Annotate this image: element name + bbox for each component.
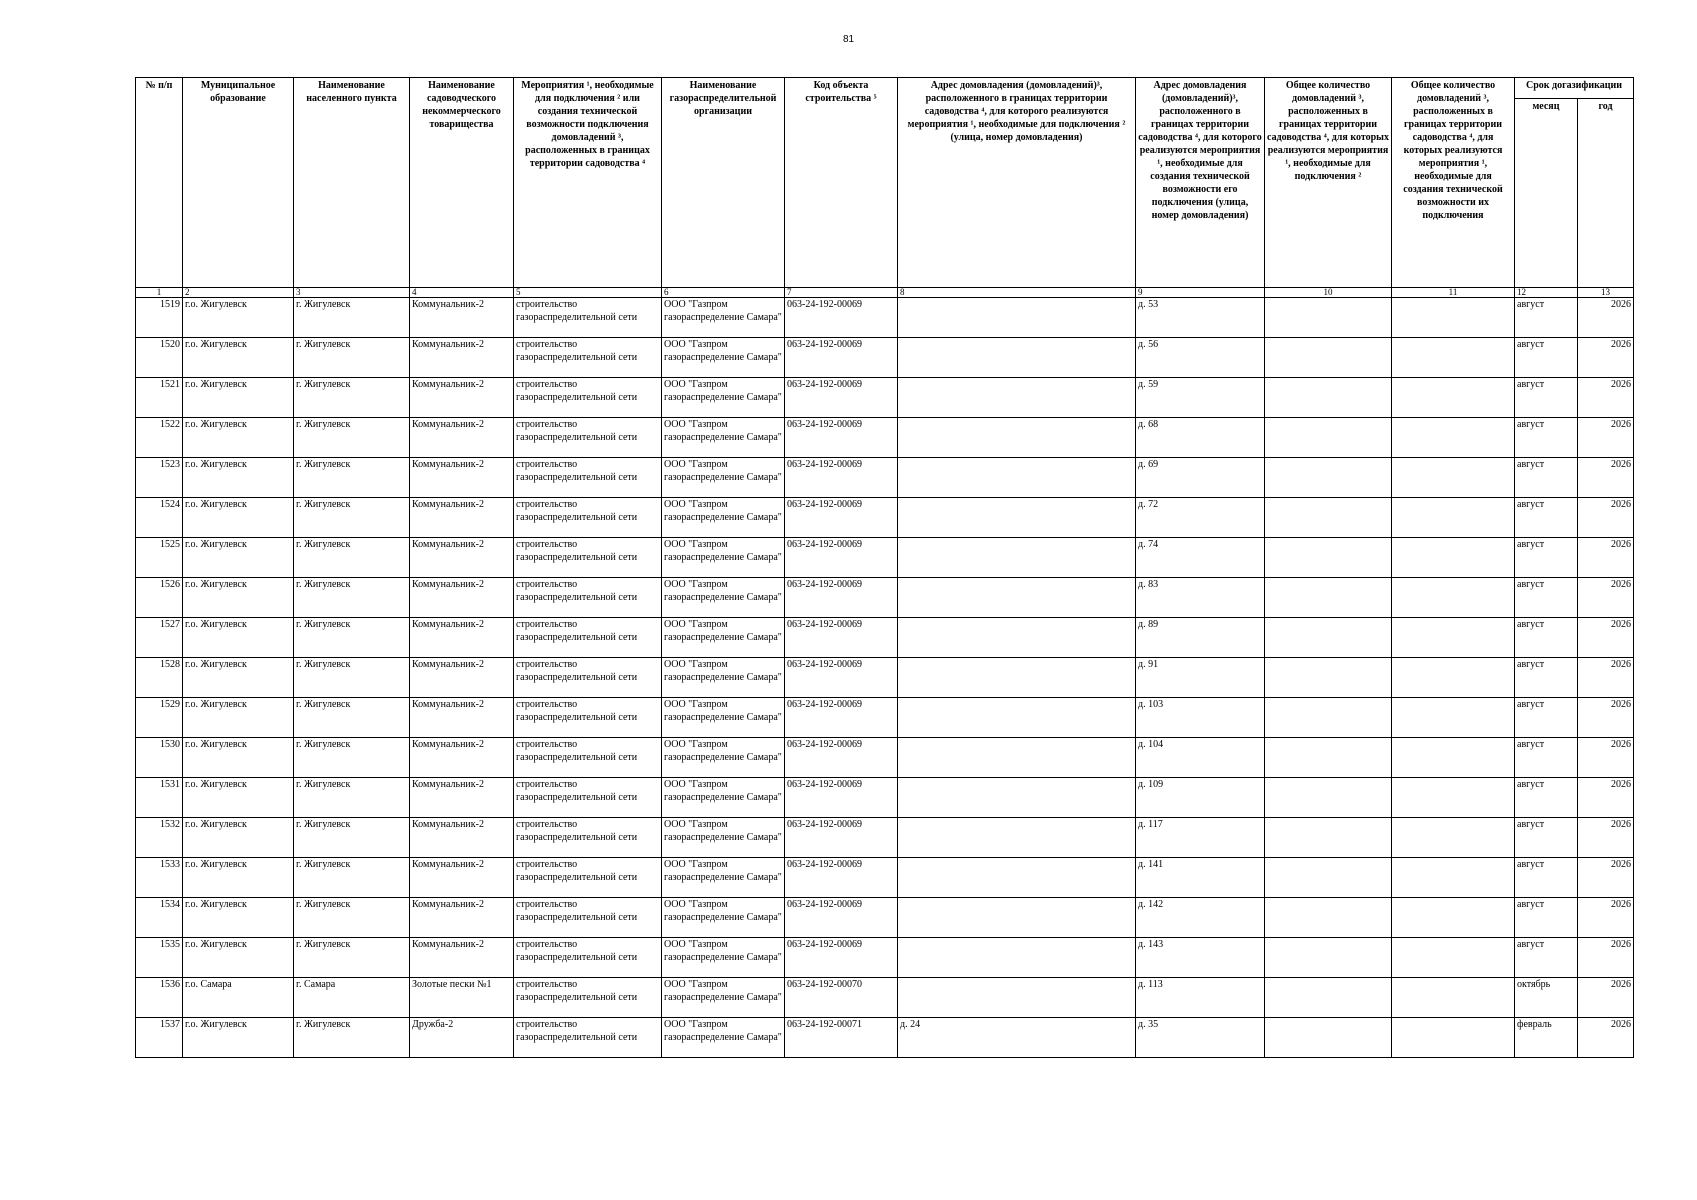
settlement-cell: г. Жигулевск [294,858,410,898]
table-row [136,378,1634,418]
header-cell: Код объекта строительства ⁵ [785,78,898,288]
object-code-cell: 063-24-192-00069 [785,818,898,858]
object-code-cell: 063-24-192-00070 [785,978,898,1018]
address-capability-cell: д. 103 [1136,698,1265,738]
address-connection-cell [898,938,1136,978]
address-capability-cell: д. 72 [1136,498,1265,538]
municipality-cell: г.о. Жигулевск [183,578,294,618]
object-code-cell: 063-24-192-00069 [785,378,898,418]
object-code-cell: 063-24-192-00069 [785,498,898,538]
municipality-cell: г.о. Жигулевск [183,378,294,418]
object-code-cell: 063-24-192-00069 [785,538,898,578]
address-capability-cell: д. 104 [1136,738,1265,778]
count-capability-cell [1392,618,1515,658]
municipality-cell: г.о. Жигулевск [183,1018,294,1058]
action-cell: строительство газораспределительной сети [514,378,662,418]
address-capability-cell: д. 89 [1136,618,1265,658]
action-cell: строительство газораспределительной сети [514,818,662,858]
count-capability-cell [1392,458,1515,498]
address-capability-cell: д. 35 [1136,1018,1265,1058]
object-code-cell: 063-24-192-00069 [785,898,898,938]
column-number: 1 [136,288,183,298]
address-connection-cell [898,618,1136,658]
object-code-cell: 063-24-192-00069 [785,458,898,498]
column-number: 13 [1578,288,1634,298]
municipality-cell: г.о. Жигулевск [183,738,294,778]
municipality-cell: г.о. Жигулевск [183,458,294,498]
column-number: 4 [410,288,514,298]
header-cell: Муниципальное образование [183,78,294,288]
count-connection-cell [1265,578,1392,618]
settlement-cell: г. Жигулевск [294,498,410,538]
year-cell: 2026 [1578,938,1634,978]
header-cell: Наименование газораспределительной организации [662,78,785,288]
municipality-cell: г.о. Жигулевск [183,858,294,898]
column-number: 10 [1265,288,1392,298]
object-code-cell: 063-24-192-00069 [785,738,898,778]
address-connection-cell [898,578,1136,618]
count-capability-cell [1392,818,1515,858]
address-capability-cell: д. 69 [1136,458,1265,498]
month-cell: август [1515,338,1578,378]
settlement-cell: г. Жигулевск [294,1018,410,1058]
action-cell: строительство газораспределительной сети [514,658,662,698]
year-cell: 2026 [1578,1018,1634,1058]
count-capability-cell [1392,978,1515,1018]
row-number: 1531 [136,778,183,818]
organization-cell: ООО "Газпром газораспределение Самара" [662,418,785,458]
month-cell: август [1515,458,1578,498]
year-cell: 2026 [1578,658,1634,698]
address-connection-cell [898,378,1136,418]
settlement-cell: г. Жигулевск [294,418,410,458]
month-cell: август [1515,738,1578,778]
settlement-cell: г. Жигулевск [294,658,410,698]
count-connection-cell [1265,978,1392,1018]
table-row [136,818,1634,858]
month-cell: август [1515,818,1578,858]
address-capability-cell: д. 117 [1136,818,1265,858]
count-capability-cell [1392,858,1515,898]
year-cell: 2026 [1578,298,1634,338]
row-number: 1537 [136,1018,183,1058]
year-cell: 2026 [1578,618,1634,658]
table-row [136,338,1634,378]
table-row [136,898,1634,938]
snt-name-cell: Коммунальник-2 [410,898,514,938]
snt-name-cell: Коммунальник-2 [410,378,514,418]
organization-cell: ООО "Газпром газораспределение Самара" [662,498,785,538]
address-connection-cell [898,858,1136,898]
column-number: 9 [1136,288,1265,298]
address-connection-cell [898,458,1136,498]
organization-cell: ООО "Газпром газораспределение Самара" [662,858,785,898]
address-capability-cell: д. 141 [1136,858,1265,898]
object-code-cell: 063-24-192-00071 [785,1018,898,1058]
month-cell: август [1515,858,1578,898]
address-connection-cell [898,498,1136,538]
row-number: 1521 [136,378,183,418]
organization-cell: ООО "Газпром газораспределение Самара" [662,898,785,938]
year-cell: 2026 [1578,378,1634,418]
month-cell: октябрь [1515,978,1578,1018]
municipality-cell: г.о. Жигулевск [183,938,294,978]
month-cell: август [1515,418,1578,458]
year-cell: 2026 [1578,458,1634,498]
settlement-cell: г. Жигулевск [294,578,410,618]
snt-name-cell: Дружба-2 [410,1018,514,1058]
header-cell-deadline: Срок догазификации [1515,78,1634,99]
action-cell: строительство газораспределительной сети [514,978,662,1018]
table-row [136,458,1634,498]
address-connection-cell [898,898,1136,938]
snt-name-cell: Коммунальник-2 [410,858,514,898]
header-cell: Мероприятия ¹, необходимые для подключения ² или создания технической возможности подключения домовладений ³, расположенных в границах территории садоводства ⁴ [514,78,662,288]
year-cell: 2026 [1578,338,1634,378]
count-connection-cell [1265,458,1392,498]
snt-name-cell: Коммунальник-2 [410,498,514,538]
municipality-cell: г.о. Жигулевск [183,418,294,458]
table-row [136,1018,1634,1058]
address-connection-cell: д. 24 [898,1018,1136,1058]
row-number: 1536 [136,978,183,1018]
count-connection-cell [1265,938,1392,978]
snt-name-cell: Коммунальник-2 [410,618,514,658]
row-number: 1523 [136,458,183,498]
row-number: 1519 [136,298,183,338]
count-capability-cell [1392,338,1515,378]
action-cell: строительство газораспределительной сети [514,698,662,738]
count-capability-cell [1392,658,1515,698]
row-number: 1525 [136,538,183,578]
snt-name-cell: Коммунальник-2 [410,418,514,458]
header-cell: № п/п [136,78,183,288]
count-connection-cell [1265,778,1392,818]
address-connection-cell [898,738,1136,778]
table-row [136,778,1634,818]
row-number: 1535 [136,938,183,978]
organization-cell: ООО "Газпром газораспределение Самара" [662,698,785,738]
action-cell: строительство газораспределительной сети [514,418,662,458]
action-cell: строительство газораспределительной сети [514,578,662,618]
organization-cell: ООО "Газпром газораспределение Самара" [662,378,785,418]
address-capability-cell: д. 109 [1136,778,1265,818]
count-connection-cell [1265,298,1392,338]
year-cell: 2026 [1578,538,1634,578]
snt-name-cell: Коммунальник-2 [410,658,514,698]
action-cell: строительство газораспределительной сети [514,298,662,338]
action-cell: строительство газораспределительной сети [514,538,662,578]
table-row [136,658,1634,698]
address-capability-cell: д. 83 [1136,578,1265,618]
count-capability-cell [1392,1018,1515,1058]
count-capability-cell [1392,578,1515,618]
settlement-cell: г. Самара [294,978,410,1018]
municipality-cell: г.о. Жигулевск [183,778,294,818]
snt-name-cell: Золотые пески №1 [410,978,514,1018]
year-cell: 2026 [1578,978,1634,1018]
year-cell: 2026 [1578,578,1634,618]
organization-cell: ООО "Газпром газораспределение Самара" [662,618,785,658]
address-connection-cell [898,978,1136,1018]
object-code-cell: 063-24-192-00069 [785,578,898,618]
month-cell: август [1515,538,1578,578]
count-capability-cell [1392,938,1515,978]
count-connection-cell [1265,698,1392,738]
month-cell: август [1515,618,1578,658]
header-cell: Адрес домовладения (домовладений)³, расположенного в границах территории садоводства ⁴, для которого реализуются мероприятия ¹, необходимые для подключения ² (улица, номер домовладения) [898,78,1136,288]
year-cell: 2026 [1578,498,1634,538]
month-cell: август [1515,898,1578,938]
row-number: 1528 [136,658,183,698]
municipality-cell: г.о. Жигулевск [183,498,294,538]
object-code-cell: 063-24-192-00069 [785,858,898,898]
column-number: 12 [1515,288,1578,298]
object-code-cell: 063-24-192-00069 [785,938,898,978]
table-row [136,418,1634,458]
address-capability-cell: д. 143 [1136,938,1265,978]
organization-cell: ООО "Газпром газораспределение Самара" [662,298,785,338]
month-cell: февраль [1515,1018,1578,1058]
year-cell: 2026 [1578,698,1634,738]
count-connection-cell [1265,658,1392,698]
address-connection-cell [898,698,1136,738]
count-connection-cell [1265,618,1392,658]
count-connection-cell [1265,538,1392,578]
table-row [136,538,1634,578]
settlement-cell: г. Жигулевск [294,378,410,418]
row-number: 1533 [136,858,183,898]
row-number: 1524 [136,498,183,538]
address-capability-cell: д. 74 [1136,538,1265,578]
count-connection-cell [1265,858,1392,898]
address-connection-cell [898,298,1136,338]
organization-cell: ООО "Газпром газораспределение Самара" [662,938,785,978]
count-capability-cell [1392,898,1515,938]
settlement-cell: г. Жигулевск [294,818,410,858]
object-code-cell: 063-24-192-00069 [785,418,898,458]
year-cell: 2026 [1578,418,1634,458]
snt-name-cell: Коммунальник-2 [410,778,514,818]
address-capability-cell: д. 113 [1136,978,1265,1018]
address-connection-cell [898,818,1136,858]
table-row [136,858,1634,898]
month-cell: август [1515,298,1578,338]
action-cell: строительство газораспределительной сети [514,618,662,658]
count-connection-cell [1265,898,1392,938]
address-connection-cell [898,418,1136,458]
row-number: 1520 [136,338,183,378]
column-number: 6 [662,288,785,298]
snt-name-cell: Коммунальник-2 [410,698,514,738]
snt-name-cell: Коммунальник-2 [410,338,514,378]
municipality-cell: г.о. Жигулевск [183,658,294,698]
page-number: 81 [842,34,855,45]
address-connection-cell [898,538,1136,578]
object-code-cell: 063-24-192-00069 [785,778,898,818]
municipality-cell: г.о. Жигулевск [183,298,294,338]
action-cell: строительство газораспределительной сети [514,738,662,778]
municipality-cell: г.о. Жигулевск [183,818,294,858]
column-number: 11 [1392,288,1515,298]
municipality-cell: г.о. Жигулевск [183,898,294,938]
month-cell: август [1515,378,1578,418]
year-cell: 2026 [1578,738,1634,778]
snt-name-cell: Коммунальник-2 [410,938,514,978]
organization-cell: ООО "Газпром газораспределение Самара" [662,578,785,618]
count-capability-cell [1392,418,1515,458]
count-capability-cell [1392,378,1515,418]
count-capability-cell [1392,498,1515,538]
column-number-row [136,288,1634,298]
object-code-cell: 063-24-192-00069 [785,658,898,698]
snt-name-cell: Коммунальник-2 [410,738,514,778]
count-capability-cell [1392,538,1515,578]
snt-name-cell: Коммунальник-2 [410,578,514,618]
table-row [136,298,1634,338]
snt-name-cell: Коммунальник-2 [410,298,514,338]
address-connection-cell [898,658,1136,698]
header-cell: Общее количество домовладений ³, расположенных в границах территории садоводства ⁴, для которых реализуются мероприятия ¹, необходимые для создания технической возможности их подключения [1392,78,1515,288]
organization-cell: ООО "Газпром газораспределение Самара" [662,818,785,858]
action-cell: строительство газораспределительной сети [514,1018,662,1058]
object-code-cell: 063-24-192-00069 [785,298,898,338]
month-cell: август [1515,698,1578,738]
action-cell: строительство газораспределительной сети [514,938,662,978]
table-row [136,498,1634,538]
count-capability-cell [1392,738,1515,778]
action-cell: строительство газораспределительной сети [514,778,662,818]
organization-cell: ООО "Газпром газораспределение Самара" [662,1018,785,1058]
table-row [136,978,1634,1018]
count-connection-cell [1265,378,1392,418]
gasification-table [135,77,1634,1058]
object-code-cell: 063-24-192-00069 [785,618,898,658]
organization-cell: ООО "Газпром газораспределение Самара" [662,338,785,378]
action-cell: строительство газораспределительной сети [514,858,662,898]
count-connection-cell [1265,818,1392,858]
address-capability-cell: д. 142 [1136,898,1265,938]
settlement-cell: г. Жигулевск [294,778,410,818]
action-cell: строительство газораспределительной сети [514,898,662,938]
address-connection-cell [898,338,1136,378]
subheader-year: год [1578,99,1634,288]
month-cell: август [1515,778,1578,818]
month-cell: август [1515,938,1578,978]
settlement-cell: г. Жигулевск [294,458,410,498]
month-cell: август [1515,498,1578,538]
row-number: 1532 [136,818,183,858]
header-cell: Общее количество домовладений ³, расположенных в границах территории садоводства ⁴, для которых реализуются мероприятия ¹, необходимые для подключения ² [1265,78,1392,288]
column-number: 7 [785,288,898,298]
count-capability-cell [1392,298,1515,338]
month-cell: август [1515,578,1578,618]
settlement-cell: г. Жигулевск [294,338,410,378]
column-number: 3 [294,288,410,298]
settlement-cell: г. Жигулевск [294,618,410,658]
row-number: 1530 [136,738,183,778]
count-connection-cell [1265,1018,1392,1058]
settlement-cell: г. Жигулевск [294,938,410,978]
row-number: 1522 [136,418,183,458]
snt-name-cell: Коммунальник-2 [410,538,514,578]
month-cell: август [1515,658,1578,698]
action-cell: строительство газораспределительной сети [514,498,662,538]
municipality-cell: г.о. Самара [183,978,294,1018]
year-cell: 2026 [1578,818,1634,858]
count-connection-cell [1265,338,1392,378]
subheader-month: месяц [1515,99,1578,288]
header-row [136,78,1634,99]
action-cell: строительство газораспределительной сети [514,458,662,498]
organization-cell: ООО "Газпром газораспределение Самара" [662,978,785,1018]
settlement-cell: г. Жигулевск [294,698,410,738]
action-cell: строительство газораспределительной сети [514,338,662,378]
organization-cell: ООО "Газпром газораспределение Самара" [662,538,785,578]
row-number: 1534 [136,898,183,938]
address-connection-cell [898,778,1136,818]
snt-name-cell: Коммунальник-2 [410,818,514,858]
address-capability-cell: д. 56 [1136,338,1265,378]
table-row [136,938,1634,978]
municipality-cell: г.о. Жигулевск [183,618,294,658]
row-number: 1527 [136,618,183,658]
table-row [136,738,1634,778]
object-code-cell: 063-24-192-00069 [785,698,898,738]
column-number: 5 [514,288,662,298]
count-capability-cell [1392,778,1515,818]
settlement-cell: г. Жигулевск [294,898,410,938]
header-cell: Наименование населенного пункта [294,78,410,288]
year-cell: 2026 [1578,858,1634,898]
year-cell: 2026 [1578,898,1634,938]
address-capability-cell: д. 53 [1136,298,1265,338]
table-row [136,578,1634,618]
object-code-cell: 063-24-192-00069 [785,338,898,378]
address-capability-cell: д. 59 [1136,378,1265,418]
table-row [136,618,1634,658]
column-number: 8 [898,288,1136,298]
row-number: 1529 [136,698,183,738]
header-cell: Наименование садоводческого некоммерческого товарищества [410,78,514,288]
settlement-cell: г. Жигулевск [294,298,410,338]
municipality-cell: г.о. Жигулевск [183,338,294,378]
municipality-cell: г.о. Жигулевск [183,698,294,738]
organization-cell: ООО "Газпром газораспределение Самара" [662,658,785,698]
organization-cell: ООО "Газпром газораспределение Самара" [662,458,785,498]
organization-cell: ООО "Газпром газораспределение Самара" [662,778,785,818]
count-connection-cell [1265,498,1392,538]
snt-name-cell: Коммунальник-2 [410,458,514,498]
header-cell: Адрес домовладения (домовладений)³, расположенного в границах территории садоводства ⁴, для которого реализуются мероприятия ¹, необходимые для создания технической возможности его подключения (улица, номер домовладения) [1136,78,1265,288]
settlement-cell: г. Жигулевск [294,738,410,778]
address-capability-cell: д. 91 [1136,658,1265,698]
row-number: 1526 [136,578,183,618]
year-cell: 2026 [1578,778,1634,818]
table-row [136,698,1634,738]
organization-cell: ООО "Газпром газораспределение Самара" [662,738,785,778]
column-number: 2 [183,288,294,298]
count-connection-cell [1265,738,1392,778]
address-capability-cell: д. 68 [1136,418,1265,458]
count-connection-cell [1265,418,1392,458]
municipality-cell: г.о. Жигулевск [183,538,294,578]
count-capability-cell [1392,698,1515,738]
settlement-cell: г. Жигулевск [294,538,410,578]
